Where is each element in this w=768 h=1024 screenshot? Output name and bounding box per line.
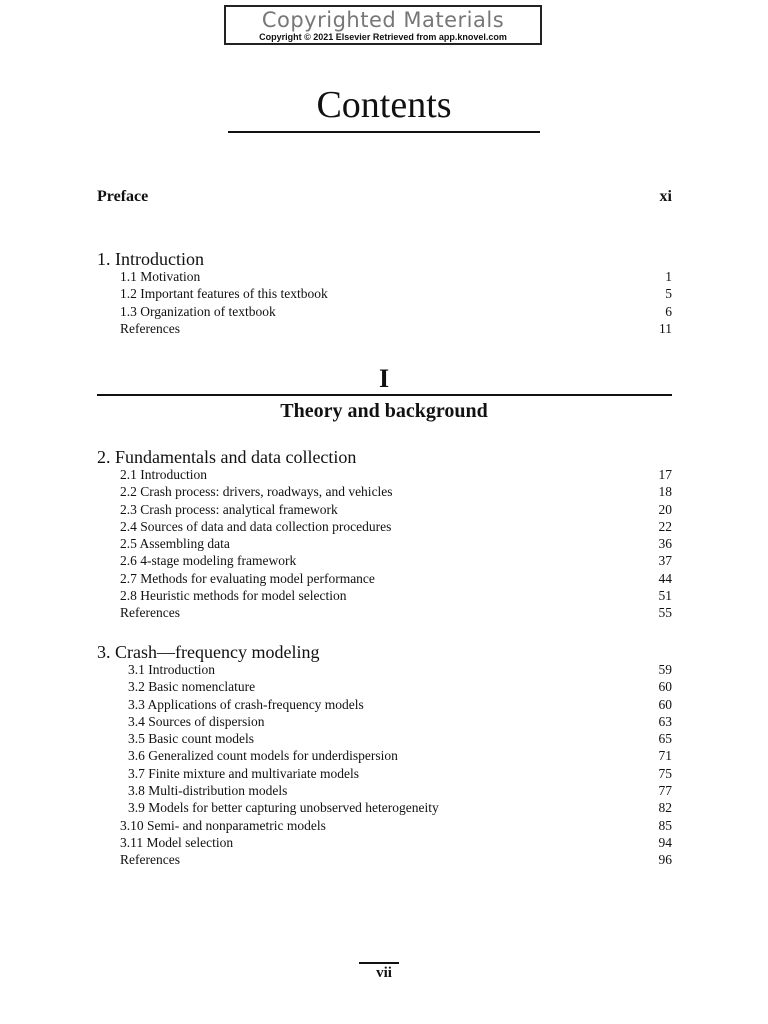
preface-page: xi — [659, 188, 672, 205]
toc-entry — [97, 483, 672, 500]
entry-label: 3.9 Models for better capturing unobserved heterogeneity — [128, 800, 439, 816]
toc-entry — [97, 570, 672, 587]
toc-entry — [97, 782, 672, 799]
entry-page: 63 — [658, 713, 672, 729]
entry-page: 6 — [665, 303, 672, 319]
entry-page: 82 — [658, 800, 672, 816]
toc-entry — [97, 730, 672, 747]
copyright-stamp — [224, 5, 542, 45]
entry-label: 1.2 Important features of this textbook — [120, 286, 328, 302]
toc-entry — [97, 535, 672, 552]
toc-entry — [97, 713, 672, 730]
part-rule — [97, 394, 672, 396]
entry-page: 94 — [658, 834, 672, 850]
toc-preface — [97, 188, 672, 206]
entry-label: 3.2 Basic nomenclature — [128, 679, 256, 695]
chapter-title: 2. Fundamentals and data collection — [97, 447, 357, 467]
toc-entry — [97, 851, 672, 868]
entry-label: 2.2 Crash process: drivers, roadways, and vehicles — [120, 484, 393, 500]
entry-label: 2.7 Methods for evaluating model performance — [120, 570, 375, 586]
toc-entry — [97, 268, 672, 285]
toc-entry — [97, 696, 672, 713]
chapter-title: 3. Crash—frequency modeling — [97, 642, 320, 662]
entry-label: 3.8 Multi-distribution models — [128, 783, 288, 799]
entry-page: 17 — [658, 467, 672, 482]
entry-label: 3.7 Finite mixture and multivariate models — [128, 765, 359, 781]
entry-page: 37 — [658, 553, 672, 569]
part-number: I — [378, 364, 390, 393]
entry-label: 2.6 4-stage modeling framework — [120, 553, 297, 569]
entry-page: 59 — [658, 662, 672, 677]
entry-label: 3.1 Introduction — [128, 662, 215, 677]
toc-chapter-3 — [97, 641, 672, 869]
entry-page: 1 — [665, 269, 672, 284]
entry-page: 60 — [658, 696, 672, 712]
stamp-title: Copyrighted Materials — [261, 8, 505, 32]
entry-page: 77 — [658, 783, 672, 799]
entry-page: 20 — [658, 501, 672, 517]
toc-entry — [97, 501, 672, 518]
toc-entry — [97, 518, 672, 535]
entry-page: 65 — [658, 731, 672, 747]
entry-label: 3.11 Model selection — [120, 834, 234, 850]
toc-chapter-2 — [97, 446, 672, 622]
toc-entry — [97, 285, 672, 302]
toc-entry — [97, 303, 672, 320]
toc-entry — [97, 747, 672, 764]
entry-label: 3.5 Basic count models — [128, 731, 254, 747]
entry-page: 85 — [658, 817, 672, 833]
toc-entry — [97, 604, 672, 621]
page-title: Contents — [316, 84, 452, 126]
preface-label: Preface — [97, 188, 149, 205]
entry-page: 60 — [658, 679, 672, 695]
toc-entry — [97, 587, 672, 604]
entry-label: 3.3 Applications of crash-frequency models — [128, 696, 364, 712]
entry-label: 3.10 Semi- and nonparametric models — [120, 817, 326, 833]
entry-page: 96 — [658, 852, 672, 868]
entry-label: 1.3 Organization of textbook — [120, 303, 276, 319]
entry-label: 2.3 Crash process: analytical framework — [120, 501, 338, 517]
toc-entry — [97, 552, 672, 569]
entry-page: 22 — [658, 518, 672, 534]
toc-entry — [97, 678, 672, 695]
stamp-subtitle: Copyright © 2021 Elsevier Retrieved from app.knovel.com — [259, 32, 507, 42]
page-number: vii — [376, 965, 392, 981]
entry-label: 2.4 Sources of data and data collection procedures — [120, 518, 392, 534]
entry-label: 2.5 Assembling data — [120, 536, 230, 552]
entry-label: 2.8 Heuristic methods for model selection — [120, 588, 347, 604]
entry-page: 18 — [658, 484, 672, 500]
entry-label: References — [120, 605, 180, 621]
entry-page: 5 — [665, 286, 672, 302]
part-title: Theory and background — [280, 400, 488, 422]
toc-chapter-1 — [97, 248, 672, 337]
toc-entry — [97, 765, 672, 782]
entry-label: 2.1 Introduction — [120, 467, 207, 482]
entry-page: 11 — [659, 320, 672, 336]
toc-entry — [97, 799, 672, 816]
title-rule — [228, 131, 540, 133]
toc-entry — [97, 817, 672, 834]
entry-label: 3.4 Sources of dispersion — [128, 713, 265, 729]
toc-entry — [97, 661, 672, 678]
toc-entry — [97, 320, 672, 337]
entry-label: 1.1 Motivation — [120, 269, 201, 284]
entry-page: 75 — [658, 765, 672, 781]
toc-entry — [97, 466, 672, 483]
entry-label: 3.6 Generalized count models for underdispersion — [128, 748, 398, 764]
entry-label: References — [120, 852, 180, 868]
entry-page: 51 — [658, 588, 672, 604]
entry-page: 36 — [658, 536, 672, 552]
entry-page: 71 — [658, 748, 672, 764]
toc-entry — [97, 834, 672, 851]
entry-label: References — [120, 320, 180, 336]
chapter-title: 1. Introduction — [97, 249, 204, 269]
entry-page: 55 — [658, 605, 672, 621]
entry-page: 44 — [658, 570, 672, 586]
